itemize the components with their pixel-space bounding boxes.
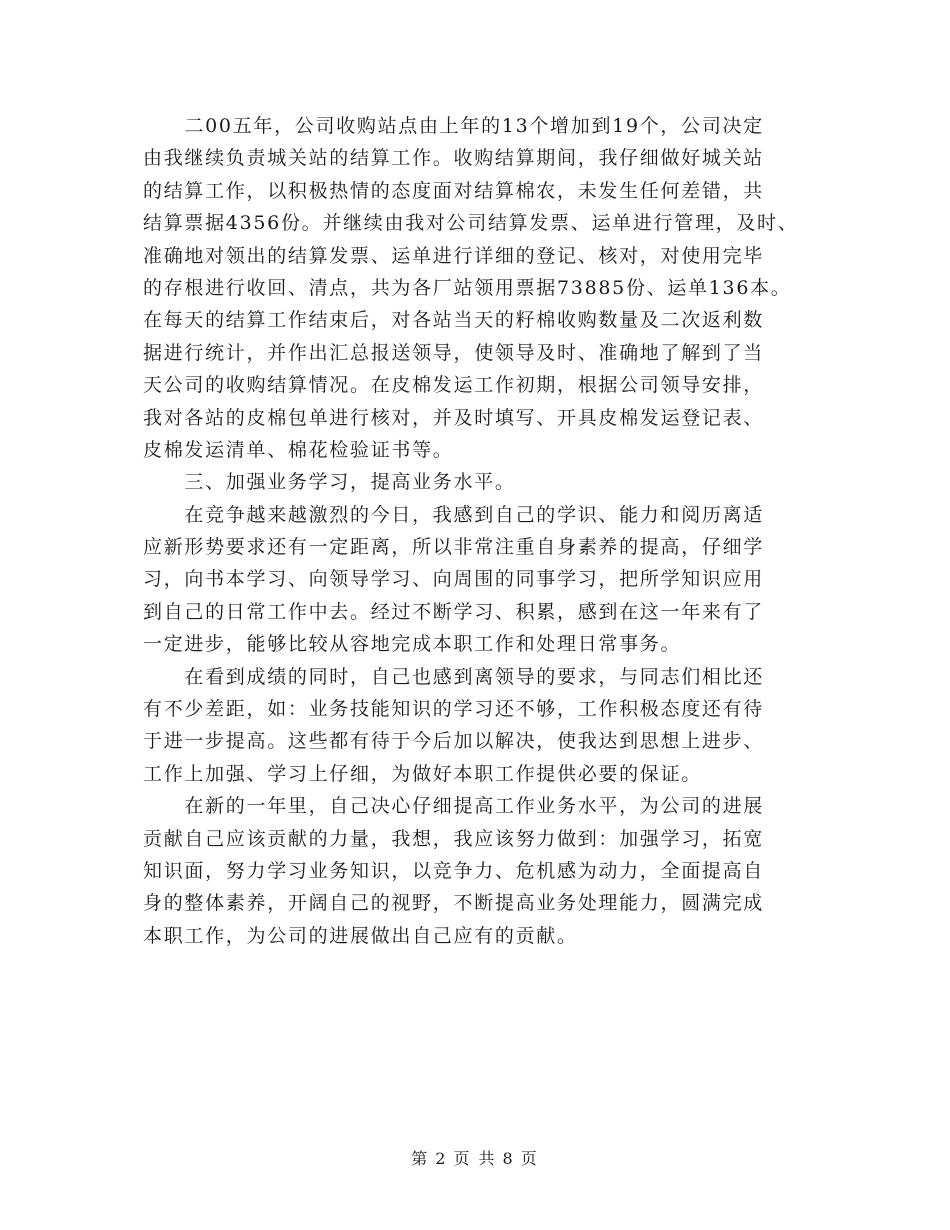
text-line: 皮棉发运清单、棉花检验证书等。 [143, 438, 454, 461]
text-line: 我对各站的皮棉包单进行核对，并及时填写、开具皮棉发运登记表、 [143, 406, 765, 429]
page-footer [0, 1146, 950, 1169]
text-line: 结算票据4356份。并继续由我对公司结算发票、运单进行管理，及时、 [143, 212, 799, 235]
text-line: 一定进步，能够比较从容地完成本职工作和处理日常事务。 [143, 633, 682, 656]
text-line: 有不少差距，如：业务技能知识的学习还不够，工作积极态度还有待 [143, 698, 765, 721]
text-line: 身的整体素养，开阔自己的视野，不断提高业务处理能力，圆满完成 [143, 892, 765, 915]
footer-current-page: 2 [435, 1149, 448, 1168]
section-heading-study [143, 466, 808, 498]
footer-middle: 页 共 [453, 1149, 497, 1168]
text-line: 本职工作，为公司的进展做出自己应有的贡献。 [143, 924, 578, 947]
text-line: 据进行统计，并作出汇总报送领导，使领导及时、准确地了解到了当 [143, 341, 765, 364]
text-line: 应新形势要求还有一定距离，所以非常注重自身素养的提高，仔细学 [143, 536, 765, 559]
text-line: 二00五年，公司收购站点由上年的13个增加到19个，公司决定 [143, 115, 764, 137]
text-line: 准确地对领出的结算发票、运单进行详细的登记、核对，对使用完毕 [143, 244, 765, 267]
text-line: 的存根进行收回、清点，共为各厂站领用票据73885份、运单136本。 [143, 276, 792, 299]
text-line: 工作上加强、学习上仔细，为做好本职工作提供必要的保证。 [143, 762, 702, 785]
text-line: 由我继续负责城关站的结算工作。收购结算期间，我仔细做好城关站 [143, 147, 765, 170]
document-body [143, 110, 808, 952]
paragraph-study [143, 499, 808, 661]
text-line: 于进一步提高。这些都有待于今后加以解决，使我达到思想上进步、 [143, 730, 765, 753]
text-line: 在新的一年里，自己决心仔细提高工作业务水平，为公司的进展 [143, 795, 765, 818]
text-line: 在竞争越来越激烈的今日，我感到自己的学识、能力和阅历离适 [143, 503, 765, 526]
footer-suffix: 页 [520, 1149, 539, 1168]
text-line: 到自己的日常工作中去。经过不断学习、积累，感到在这一年来有了 [143, 600, 765, 623]
paragraph-shortcomings [143, 661, 808, 791]
footer-total-pages: 8 [502, 1149, 515, 1168]
paragraph-settlement-work [143, 110, 808, 466]
text-line: 在每天的结算工作结束后，对各站当天的籽棉收购数量及二次返利数 [143, 309, 765, 332]
text-line: 三、加强业务学习，提高业务水平。 [143, 471, 516, 494]
text-line: 贡献自己应该贡献的力量，我想，我应该努力做到：加强学习，拓宽 [143, 827, 765, 850]
footer-prefix: 第 [411, 1149, 430, 1168]
text-line: 的结算工作，以积极热情的态度面对结算棉农，未发生任何差错，共 [143, 179, 765, 202]
paragraph-new-year-plan [143, 790, 808, 952]
text-line: 在看到成绩的同时，自己也感到离领导的要求，与同志们相比还 [143, 665, 765, 688]
text-line: 天公司的收购结算情况。在皮棉发运工作初期，根据公司领导安排， [143, 374, 765, 397]
text-line: 知识面，努力学习业务知识，以竞争力、危机感为动力，全面提高自 [143, 859, 765, 882]
text-line: 习，向书本学习、向领导学习、向周围的同事学习，把所学知识应用 [143, 568, 765, 591]
